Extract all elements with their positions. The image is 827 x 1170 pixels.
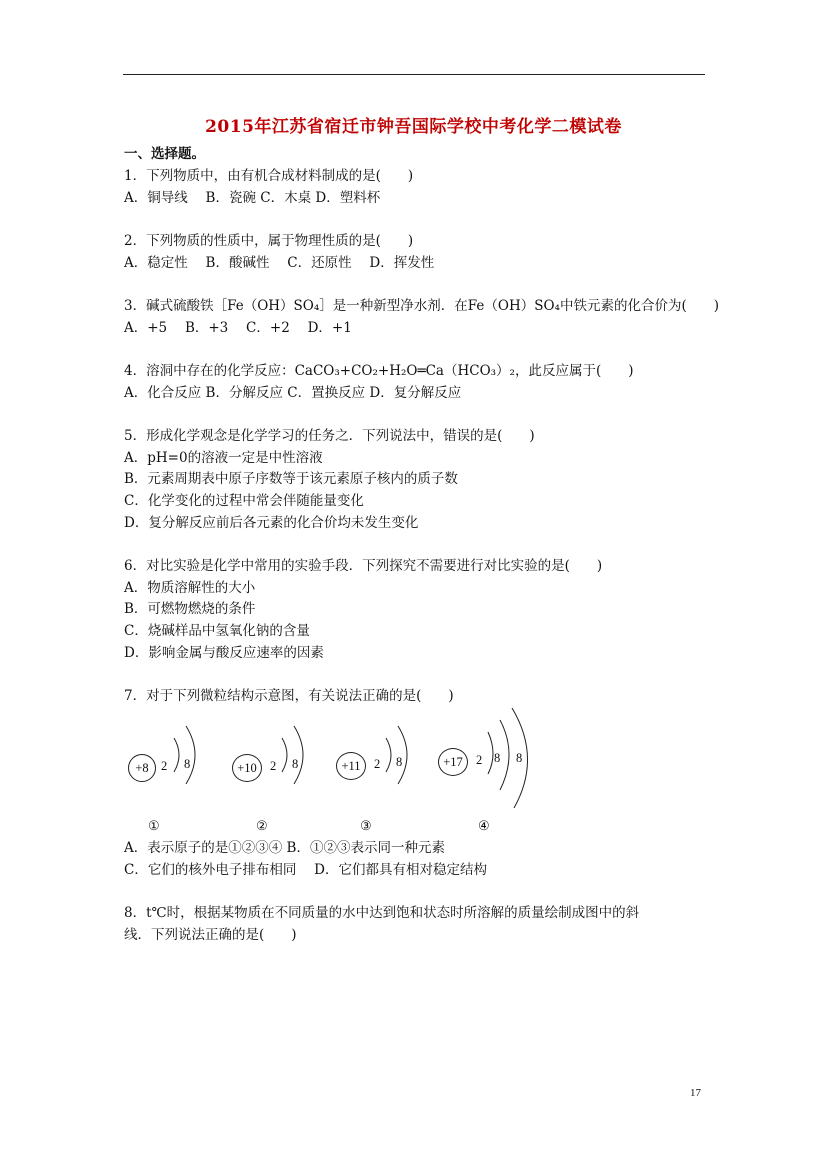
shell-arcs-icon [260,708,340,792]
question-2: 2．下列物质的性质中，属于物理性质的是( ) [124,233,414,249]
particle-index: ② [256,819,268,834]
section-heading: 一、选择题。 [124,146,205,162]
question-4: 4．溶洞中存在的化学反应：CaCO₃+CO₂+H₂O═Ca（HCO₃）₂，此反应属于( ) [124,363,634,379]
question-3: 3．碱式硫酸铁［Fe（OH）SO₄］是一种新型净水剂．在Fe（OH）SO₄中铁元素的化合价为( ) [124,298,719,314]
option-7cd: C．它们的核外电子排布相同 D．它们都具有相对稳定结构 [124,862,487,878]
nucleus: +17 [438,748,468,776]
option-6d: D．影响金属与酸反应速率的因素 [124,645,324,661]
shell-count: 8 [516,751,523,765]
shell-arcs-icon [460,708,560,828]
question-8-cont: 线．下列说法正确的是( ) [124,927,297,943]
shell-count: 2 [161,759,168,773]
question-6: 6．对比实验是化学中常用的实验手段．下列探究不需要进行对比实验的是( ) [124,558,603,574]
option-5b: B．元素周期表中原子序数等于该元素原子核内的质子数 [124,471,458,487]
question-1: 1．下列物质中，由有机合成材料制成的是( ) [124,168,414,184]
shell-count: 8 [292,757,299,771]
shell-arcs-icon [364,708,444,792]
nucleus: +8 [128,754,156,782]
options-4: A．化合反应 B．分解反应 C．置换反应 D．复分解反应 [124,385,462,401]
particle-index: ③ [360,819,372,834]
option-6c: C．烧碱样品中氢氧化钠的含量 [124,623,310,639]
shell-count: 8 [494,751,501,765]
particle-index: ① [148,819,160,834]
page-title: 2015年江苏省宿迁市钟吾国际学校中考化学二模试卷 [205,117,622,137]
header-rule [123,74,705,75]
option-6a: A．物质溶解性的大小 [124,580,256,596]
particle-diagrams [124,708,544,838]
shell-count: 2 [374,757,381,771]
shell-count: 8 [184,757,191,771]
options-1: A．铜导线 B．瓷碗 C．木桌 D．塑料杯 [124,190,381,206]
shell-count: 8 [396,755,403,769]
options-3: A．+5 B．+3 C．+2 D．+1 [124,320,352,336]
page-number: 17 [690,1087,701,1099]
option-6b: B．可燃物燃烧的条件 [124,601,256,617]
shell-count: 2 [476,753,483,767]
shell-count: 2 [270,759,277,773]
shell-arcs-icon [152,708,232,792]
options-2: A．稳定性 B．酸碱性 C．还原性 D．挥发性 [124,255,435,271]
option-5c: C．化学变化的过程中常会伴随能量变化 [124,493,364,509]
question-5: 5．形成化学观念是化学学习的任务之．下列说法中，错误的是( ) [124,428,535,444]
nucleus: +10 [232,754,262,782]
option-7ab: A．表示原子的是①②③④ B．①②③表示同一种元素 [124,840,445,856]
question-7: 7．对于下列微粒结构示意图，有关说法正确的是( ) [124,688,454,704]
particle-index: ④ [478,819,490,834]
option-5d: D．复分解反应前后各元素的化合价均未发生变化 [124,515,419,531]
nucleus: +11 [336,752,366,780]
option-5a: A．pH=0的溶液一定是中性溶液 [124,450,323,466]
question-8: 8．t℃时，根据某物质在不同质量的水中达到饱和状态时所溶解的质量绘制成图中的斜 [124,905,640,921]
